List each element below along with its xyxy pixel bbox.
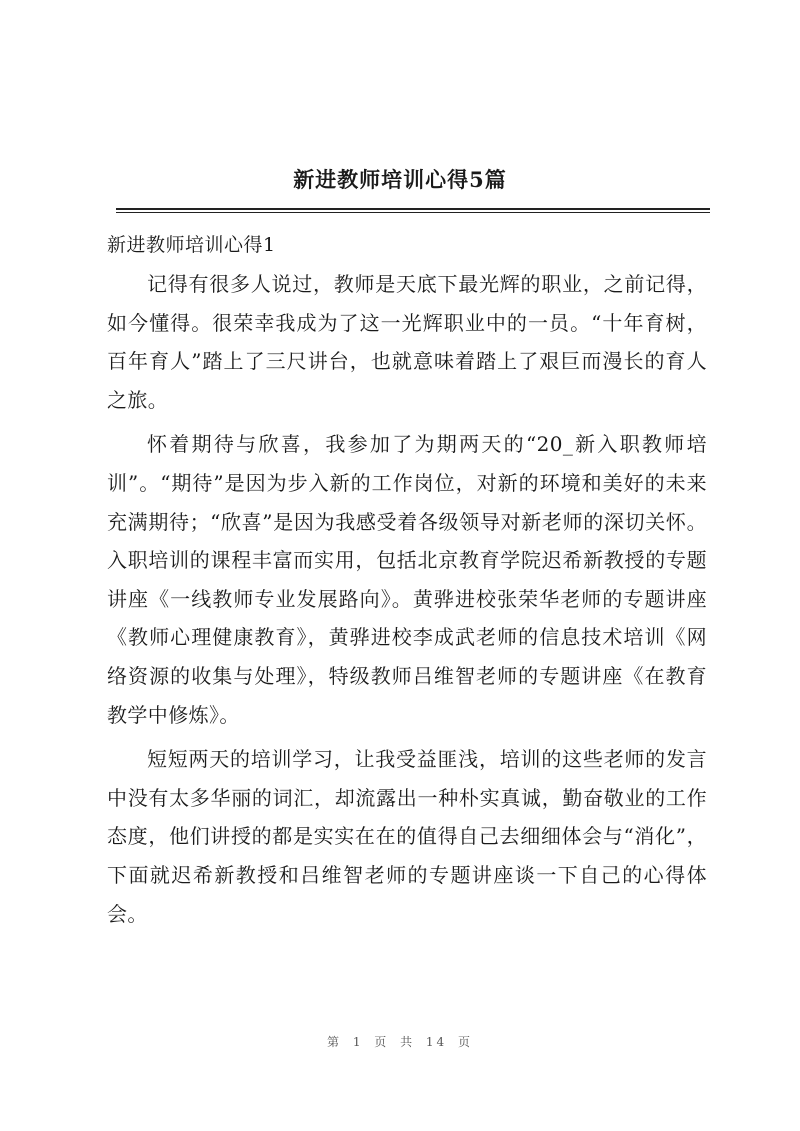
- title-divider: [116, 208, 710, 213]
- section-heading: 新进教师培训心得1: [107, 234, 276, 256]
- paragraph-1: 记得有很多人说过，教师是天底下最光辉的职业，之前记得，如今懂得。很荣幸我成为了这一光辉职业中的一员。“十年育树，百年育人”踏上了三尺讲台，也就意味着踏上了艰巨而漫长的育人之旅。: [107, 272, 707, 412]
- document-body: [107, 227, 707, 939]
- paragraph-3: 短短两天的培训学习，让我受益匪浅，培训的这些老师的发言中没有太多华丽的词汇，却流露出一种朴实真诚，勤奋敬业的工作态度，他们讲授的都是实实在在的值得自己去细细体会与“消化”，下面就迟希新教授和吕维智老师的专题讲座谈一下自己的心得体会。: [107, 747, 707, 926]
- page-footer: 第 1 页 共 14 页: [327, 1035, 473, 1049]
- paragraph-2: 怀着期待与欣喜，我参加了为期两天的“20_新入职教师培训”。“期待”是因为步入新的工作岗位，对新的环境和美好的未来充满期待；“欣喜”是因为我感受着各级领导对新老师的深切关怀。入职培训的课程丰富而实用，包括北京教育学院迟希新教授的专题讲座《一线教师专业发展路向》。黄骅进校张荣华老师的专题讲座《教师心理健康教育》，黄骅进校李成武老师的信息技术培训《网络资源的收集与处理》，特级教师吕维智老师的专题讲座《在教育教学中修炼》。: [107, 432, 707, 727]
- page-title: 新进教师培训心得5篇: [293, 167, 507, 192]
